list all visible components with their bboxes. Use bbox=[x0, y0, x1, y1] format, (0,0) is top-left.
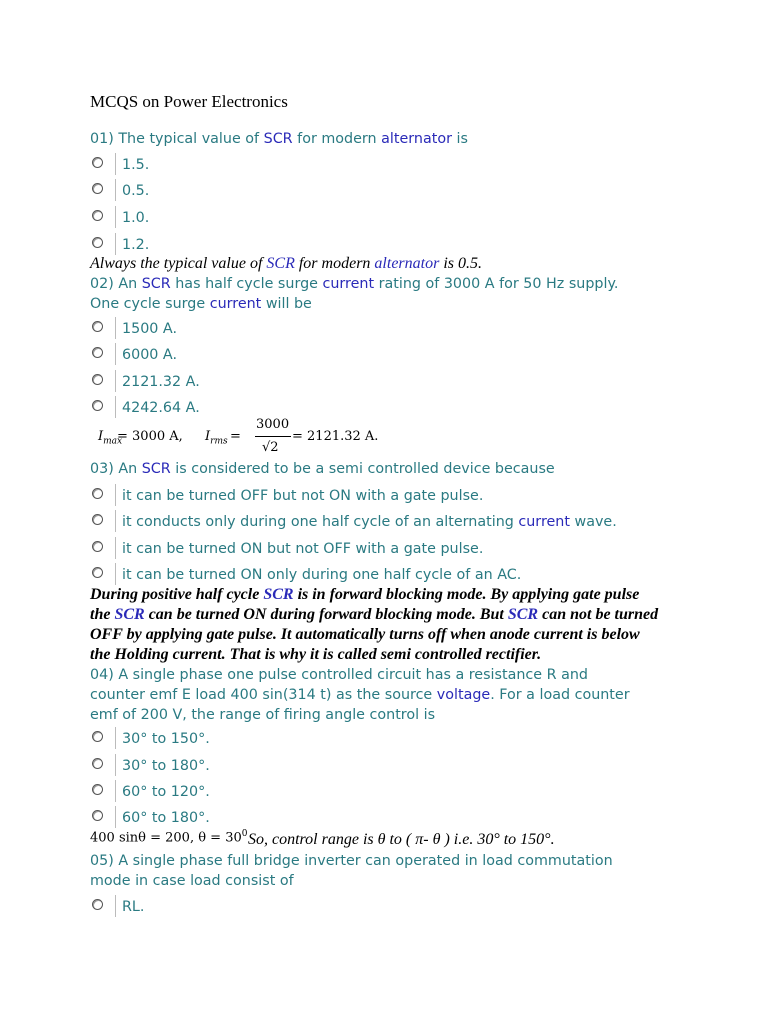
fraction-numerator: 3000 bbox=[256, 417, 290, 432]
q1-option-d[interactable]: 1.2. bbox=[90, 235, 690, 259]
question-4: 04) A single phase one pulse controlled circuit has a resistance R and counter emf E load 400 sin(314 t) as the source voltage. For a load counter emf of 200 V, the range of firing angle control is bbox=[90, 667, 630, 723]
question-5: 05) A single phase full bridge inverter can operated in load commutation mode in case load consist of bbox=[90, 853, 613, 889]
radio-button[interactable] bbox=[92, 237, 103, 248]
answer-3: During positive half cycle SCR is in forward blocking mode. By applying gate pulse the SCR can be turned ON during forward blocking mode. But SCR can not be turned OFF by applying gate pulse. It automatically turns off when anode current is below the Holding current. That is why it is called semi controlled rectifier. bbox=[90, 586, 659, 663]
radio-button[interactable] bbox=[92, 374, 103, 385]
radio-button[interactable] bbox=[92, 321, 103, 332]
imax-value: = 3000 A, bbox=[117, 429, 183, 444]
radio-button[interactable] bbox=[92, 541, 103, 552]
fraction-line bbox=[255, 436, 291, 437]
link-current[interactable]: current bbox=[322, 276, 375, 292]
q3-option-d[interactable]: it can be turned ON only during one half cycle of an AC. bbox=[90, 565, 690, 589]
q1-option-b[interactable]: 0.5. bbox=[90, 181, 690, 205]
link-scr[interactable]: SCR bbox=[263, 131, 293, 147]
radio-button[interactable] bbox=[92, 514, 103, 525]
link-alternator[interactable]: alternator bbox=[381, 131, 452, 147]
radio-button[interactable] bbox=[92, 899, 103, 910]
equals-sign: = bbox=[230, 429, 241, 444]
answer-4-text: So, control range is θ to ( π- θ ) i.e. 30° to 150°. bbox=[248, 831, 555, 848]
question-3: 03) An SCR is considered to be a semi controlled device because bbox=[90, 461, 555, 477]
link-scr[interactable]: SCR bbox=[141, 276, 171, 292]
q4-option-d[interactable]: 60° to 180°. bbox=[90, 808, 690, 832]
q1-option-a[interactable]: 1.5. bbox=[90, 155, 690, 179]
q4-option-c[interactable]: 60° to 120°. bbox=[90, 782, 690, 806]
radio-button[interactable] bbox=[92, 488, 103, 499]
link-voltage[interactable]: voltage bbox=[436, 687, 491, 703]
link-current[interactable]: current bbox=[518, 514, 570, 530]
radio-button[interactable] bbox=[92, 758, 103, 769]
radio-button[interactable] bbox=[92, 347, 103, 358]
page-title: MCQS on Power Electronics bbox=[90, 92, 288, 111]
link-scr[interactable]: SCR bbox=[141, 461, 171, 477]
q3-option-b[interactable]: it conducts only during one half cycle of an alternating current wave. bbox=[90, 512, 690, 536]
radio-button[interactable] bbox=[92, 210, 103, 221]
q3-option-a[interactable]: it can be turned OFF but not ON with a gate pulse. bbox=[90, 486, 690, 510]
radio-button[interactable] bbox=[92, 400, 103, 411]
q2-option-b[interactable]: 6000 A. bbox=[90, 345, 690, 369]
q4-option-a[interactable]: 30° to 150°. bbox=[90, 729, 690, 753]
radio-button[interactable] bbox=[92, 567, 103, 578]
answer-1: Always the typical value of SCR for modern alternator is 0.5. bbox=[90, 255, 482, 272]
q2-option-d[interactable]: 4242.64 A. bbox=[90, 398, 690, 422]
q3-option-c[interactable]: it can be turned ON but not OFF with a gate pulse. bbox=[90, 539, 690, 563]
radio-button[interactable] bbox=[92, 183, 103, 194]
radio-button[interactable] bbox=[92, 731, 103, 742]
q4-option-b[interactable]: 30° to 180°. bbox=[90, 756, 690, 780]
q2-option-c[interactable]: 2121.32 A. bbox=[90, 372, 690, 396]
fraction-denominator: √2 bbox=[262, 440, 279, 455]
q1-option-c[interactable]: 1.0. bbox=[90, 208, 690, 232]
radio-button[interactable] bbox=[92, 784, 103, 795]
question-2: 02) An SCR has half cycle surge current rating of 3000 A for 50 Hz supply. One cycle surge current will be bbox=[90, 276, 619, 312]
irms-symbol: $I_{rms}$ bbox=[205, 429, 228, 447]
link-scr[interactable]: SCR bbox=[114, 606, 145, 623]
link-current[interactable]: current bbox=[209, 296, 262, 312]
q5-option-a[interactable]: RL. bbox=[90, 897, 690, 921]
link-scr[interactable]: SCR bbox=[263, 586, 294, 603]
link-alternator[interactable]: alternator bbox=[374, 255, 440, 272]
link-scr[interactable]: SCR bbox=[507, 606, 539, 623]
answer-4-math: 400 sinθ = 200, $\theta = 30^0$ bbox=[90, 829, 248, 846]
question-1: 01) The typical value of SCR for modern alternator is bbox=[90, 131, 468, 147]
q2-option-a[interactable]: 1500 A. bbox=[90, 319, 690, 343]
result-value: = 2121.32 A. bbox=[292, 429, 379, 444]
link-scr[interactable]: SCR bbox=[266, 255, 295, 272]
imax-symbol: $I_{max}$ bbox=[98, 429, 123, 447]
radio-button[interactable] bbox=[92, 157, 103, 168]
radio-button[interactable] bbox=[92, 810, 103, 821]
